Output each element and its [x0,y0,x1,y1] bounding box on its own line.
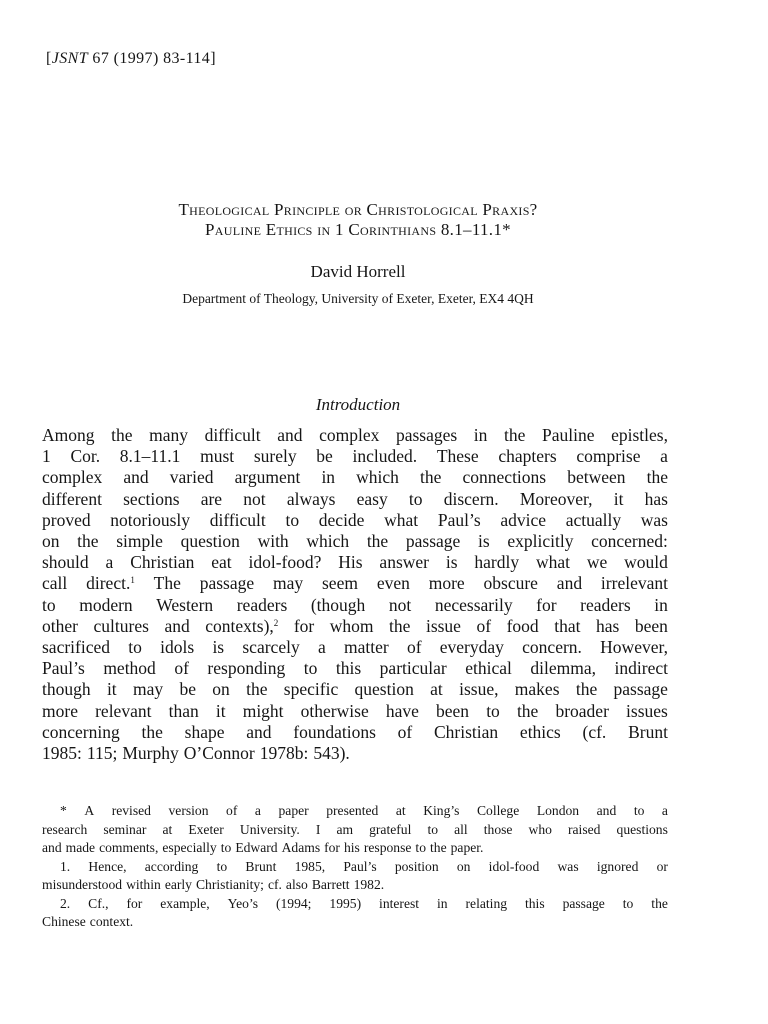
journal-citation: [JSNT 67 (1997) 83-114] [46,50,216,67]
body-line: 1985: 115; Murphy O’Connor 1978b: 543). [42,743,350,763]
body-line: complex and varied argument in which the connections between the [42,467,668,488]
body-line: Among the many difficult and complex passages in the Pauline epistles, [42,425,668,445]
footnotes [42,802,668,932]
body-line: proved notoriously difficult to decide what Paul’s advice actually was [42,509,668,530]
footnote-line: research seminar at Exeter University. I am grateful to all those who raised questions [42,821,668,837]
footnote-line: misunderstood within early Christianity; cf. also Barrett 1982. [42,877,385,892]
body-line: other cultures and contexts),$^2$ for whom the issue of food that has been [42,615,668,636]
footnote [42,802,668,858]
footnote-line: 2. Cf., for example, Yeo’s (1994; 1995) interest in relating this passage to the [60,895,668,911]
body-line: though it may be on the specific question at issue, makes the passage [42,679,668,700]
body-line: on the simple question with which the passage is explicitly concerned: [42,531,668,551]
body-line: to modern Western readers (though not necessarily for readers in [42,594,668,615]
body-line: Paul’s method of responding to this particular ethical dilemma, indirect [42,658,668,679]
body-line: 1 Cor. 8.1–11.1 must surely be included. These chapters comprise a [42,446,668,467]
body-line: call direct.$^1$ The passage may seem even more obscure and irrelevant [42,573,668,594]
footnote-line: Chinese context. [42,914,134,929]
body-line: concerning the shape and foundations of Christian ethics (cf. Brunt [42,721,668,742]
body-line: should a Christian eat idol-food? His answer is hardly what we would [42,552,668,573]
article-title-line-2: Pauline Ethics in 1 Corinthians 8.1–11.1* [205,220,511,239]
author-affiliation: Department of Theology, University of Exeter, Exeter, EX4 4QH [182,291,534,306]
footnote-line: and made comments, especially to Edward Adams for his response to the paper. [42,840,484,855]
citation-volume: 67 (1997) 83-114 [92,50,211,67]
journal-name: JSNT [51,50,89,67]
body-line: different sections are not always easy to discern. Moreover, it has [42,488,668,509]
footnote-line: * A revised version of a paper presented at King’s College London and to a [60,803,668,818]
author-name: David Horrell [310,262,406,281]
body-line: more relevant than it might otherwise have been to the broader issues [42,700,668,721]
body-line: sacrificed to idols is scarcely a matter of everyday concern. However, [42,637,668,657]
footnote [42,858,668,895]
article-title-line-1: Theological Principle or Christological Praxis? [178,200,538,219]
footnote-line: 1. Hence, according to Brunt 1985, Paul’s position on idol-food was ignored or [60,858,668,874]
section-heading: Introduction [315,395,401,414]
footnote [42,895,668,932]
